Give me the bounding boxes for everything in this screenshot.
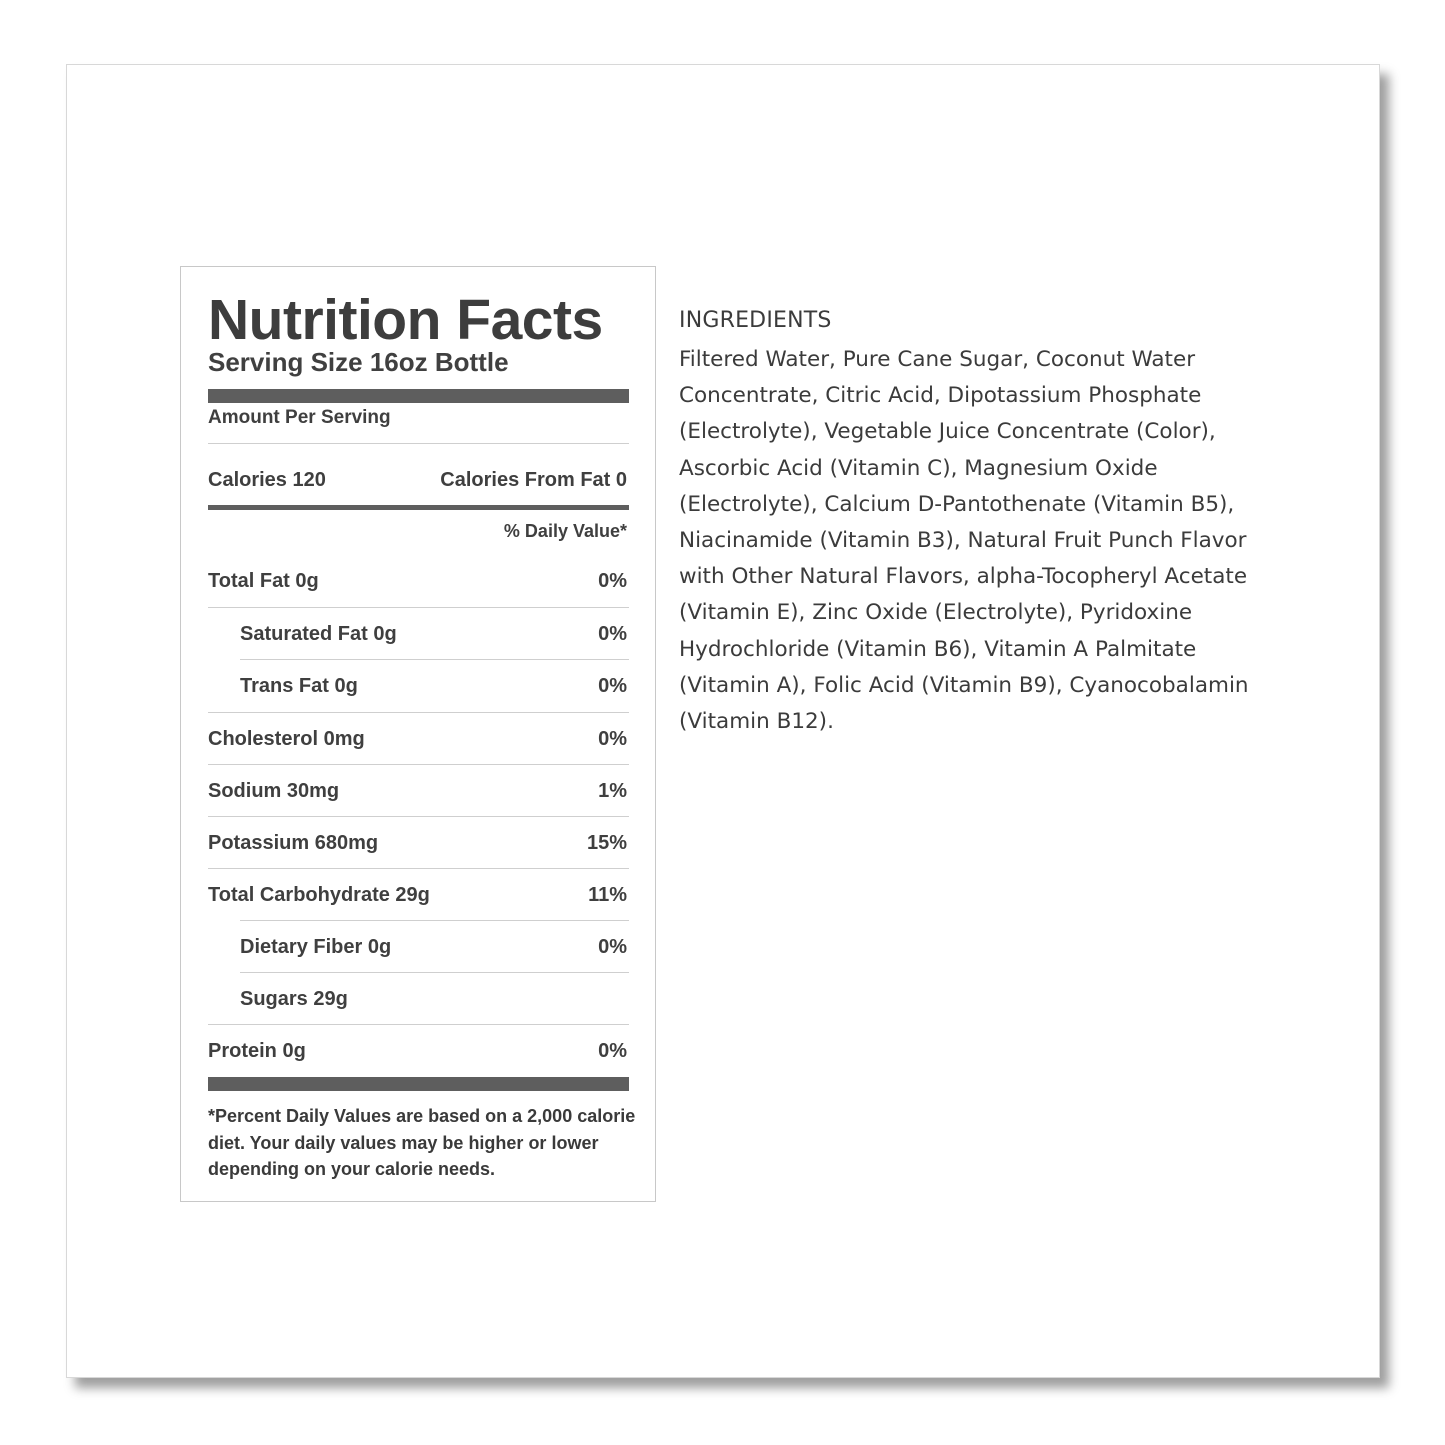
- nutrient-label: Protein 0g: [208, 1040, 306, 1062]
- divider: [208, 443, 629, 444]
- divider: [208, 764, 629, 765]
- calories: Calories 120: [208, 469, 326, 491]
- divider: [208, 868, 629, 869]
- ingredients-list: Filtered Water, Pure Cane Sugar, Coconut Water Concentrate, Citric Acid, Dipotassium Phosphate (Electrolyte), Vegetable Juice Concentrate (Color), Ascorbic Acid (Vitamin C), Magnesium Oxide (Electrolyte), Calcium D-Pantothenate (Vitamin B5), Niacinamide (Vitamin B3), Natural Fruit Punch Flavor with Other Natural Flavors, alpha-Tocopheryl Acetate (Vitamin E), Zinc Oxide (Electrolyte), Pyridoxine Hydrochloride (Vitamin B6), Vitamin A Palmitate (Vitamin A), Folic Acid (Vitamin B9), Cyanocobalamin (Vitamin B12).: [679, 347, 1249, 735]
- nutrient-label: Dietary Fiber 0g: [240, 936, 392, 958]
- nutrient-dv: 0%: [598, 1040, 627, 1062]
- divider-medium: [208, 505, 629, 510]
- ingredients-section: [679, 306, 1259, 740]
- nutrient-label: Total Fat 0g: [208, 570, 319, 592]
- nutrient-label: Sugars 29g: [240, 988, 348, 1010]
- divider-thick-top: [208, 389, 629, 403]
- serving-size: Serving Size 16oz Bottle: [208, 347, 509, 377]
- divider: [240, 920, 629, 921]
- nutrient-label: Total Carbohydrate 29g: [208, 884, 430, 906]
- divider-thick-bottom: [208, 1077, 629, 1091]
- nutrient-dv: 0%: [598, 675, 627, 697]
- nutrient-dv: 15%: [586, 832, 627, 854]
- divider: [240, 972, 629, 973]
- nutrient-label: Sodium 30mg: [208, 780, 340, 802]
- nutrition-facts-panel: [180, 266, 656, 1202]
- amount-per-serving: Amount Per Serving: [208, 407, 391, 428]
- divider: [208, 816, 629, 817]
- ingredients-title: INGREDIENTS: [679, 308, 832, 333]
- nutrient-dv: 0%: [598, 623, 627, 645]
- daily-value-footnote: *Percent Daily Values are based on a 2,000 calorie diet. Your daily values may be higher or lower depending on your calorie needs.: [208, 1106, 636, 1179]
- nutrition-facts-title: Nutrition Facts: [208, 288, 603, 352]
- divider: [208, 1024, 629, 1025]
- nutrient-dv: 0%: [598, 728, 627, 750]
- nutrient-label: Potassium 680mg: [208, 832, 379, 854]
- nutrient-dv: 0%: [598, 936, 627, 958]
- nutrient-label: Saturated Fat 0g: [240, 623, 397, 645]
- calories-from-fat: Calories From Fat 0: [440, 469, 627, 491]
- divider: [240, 659, 629, 660]
- daily-value-header: % Daily Value*: [503, 521, 627, 541]
- nutrient-label: Cholesterol 0mg: [208, 728, 365, 750]
- nutrient-dv: 0%: [598, 570, 627, 592]
- divider: [208, 607, 629, 608]
- nutrient-dv: 1%: [598, 780, 627, 802]
- nutrient-dv: 11%: [588, 884, 627, 906]
- nutrient-label: Trans Fat 0g: [240, 675, 358, 697]
- divider: [208, 712, 629, 713]
